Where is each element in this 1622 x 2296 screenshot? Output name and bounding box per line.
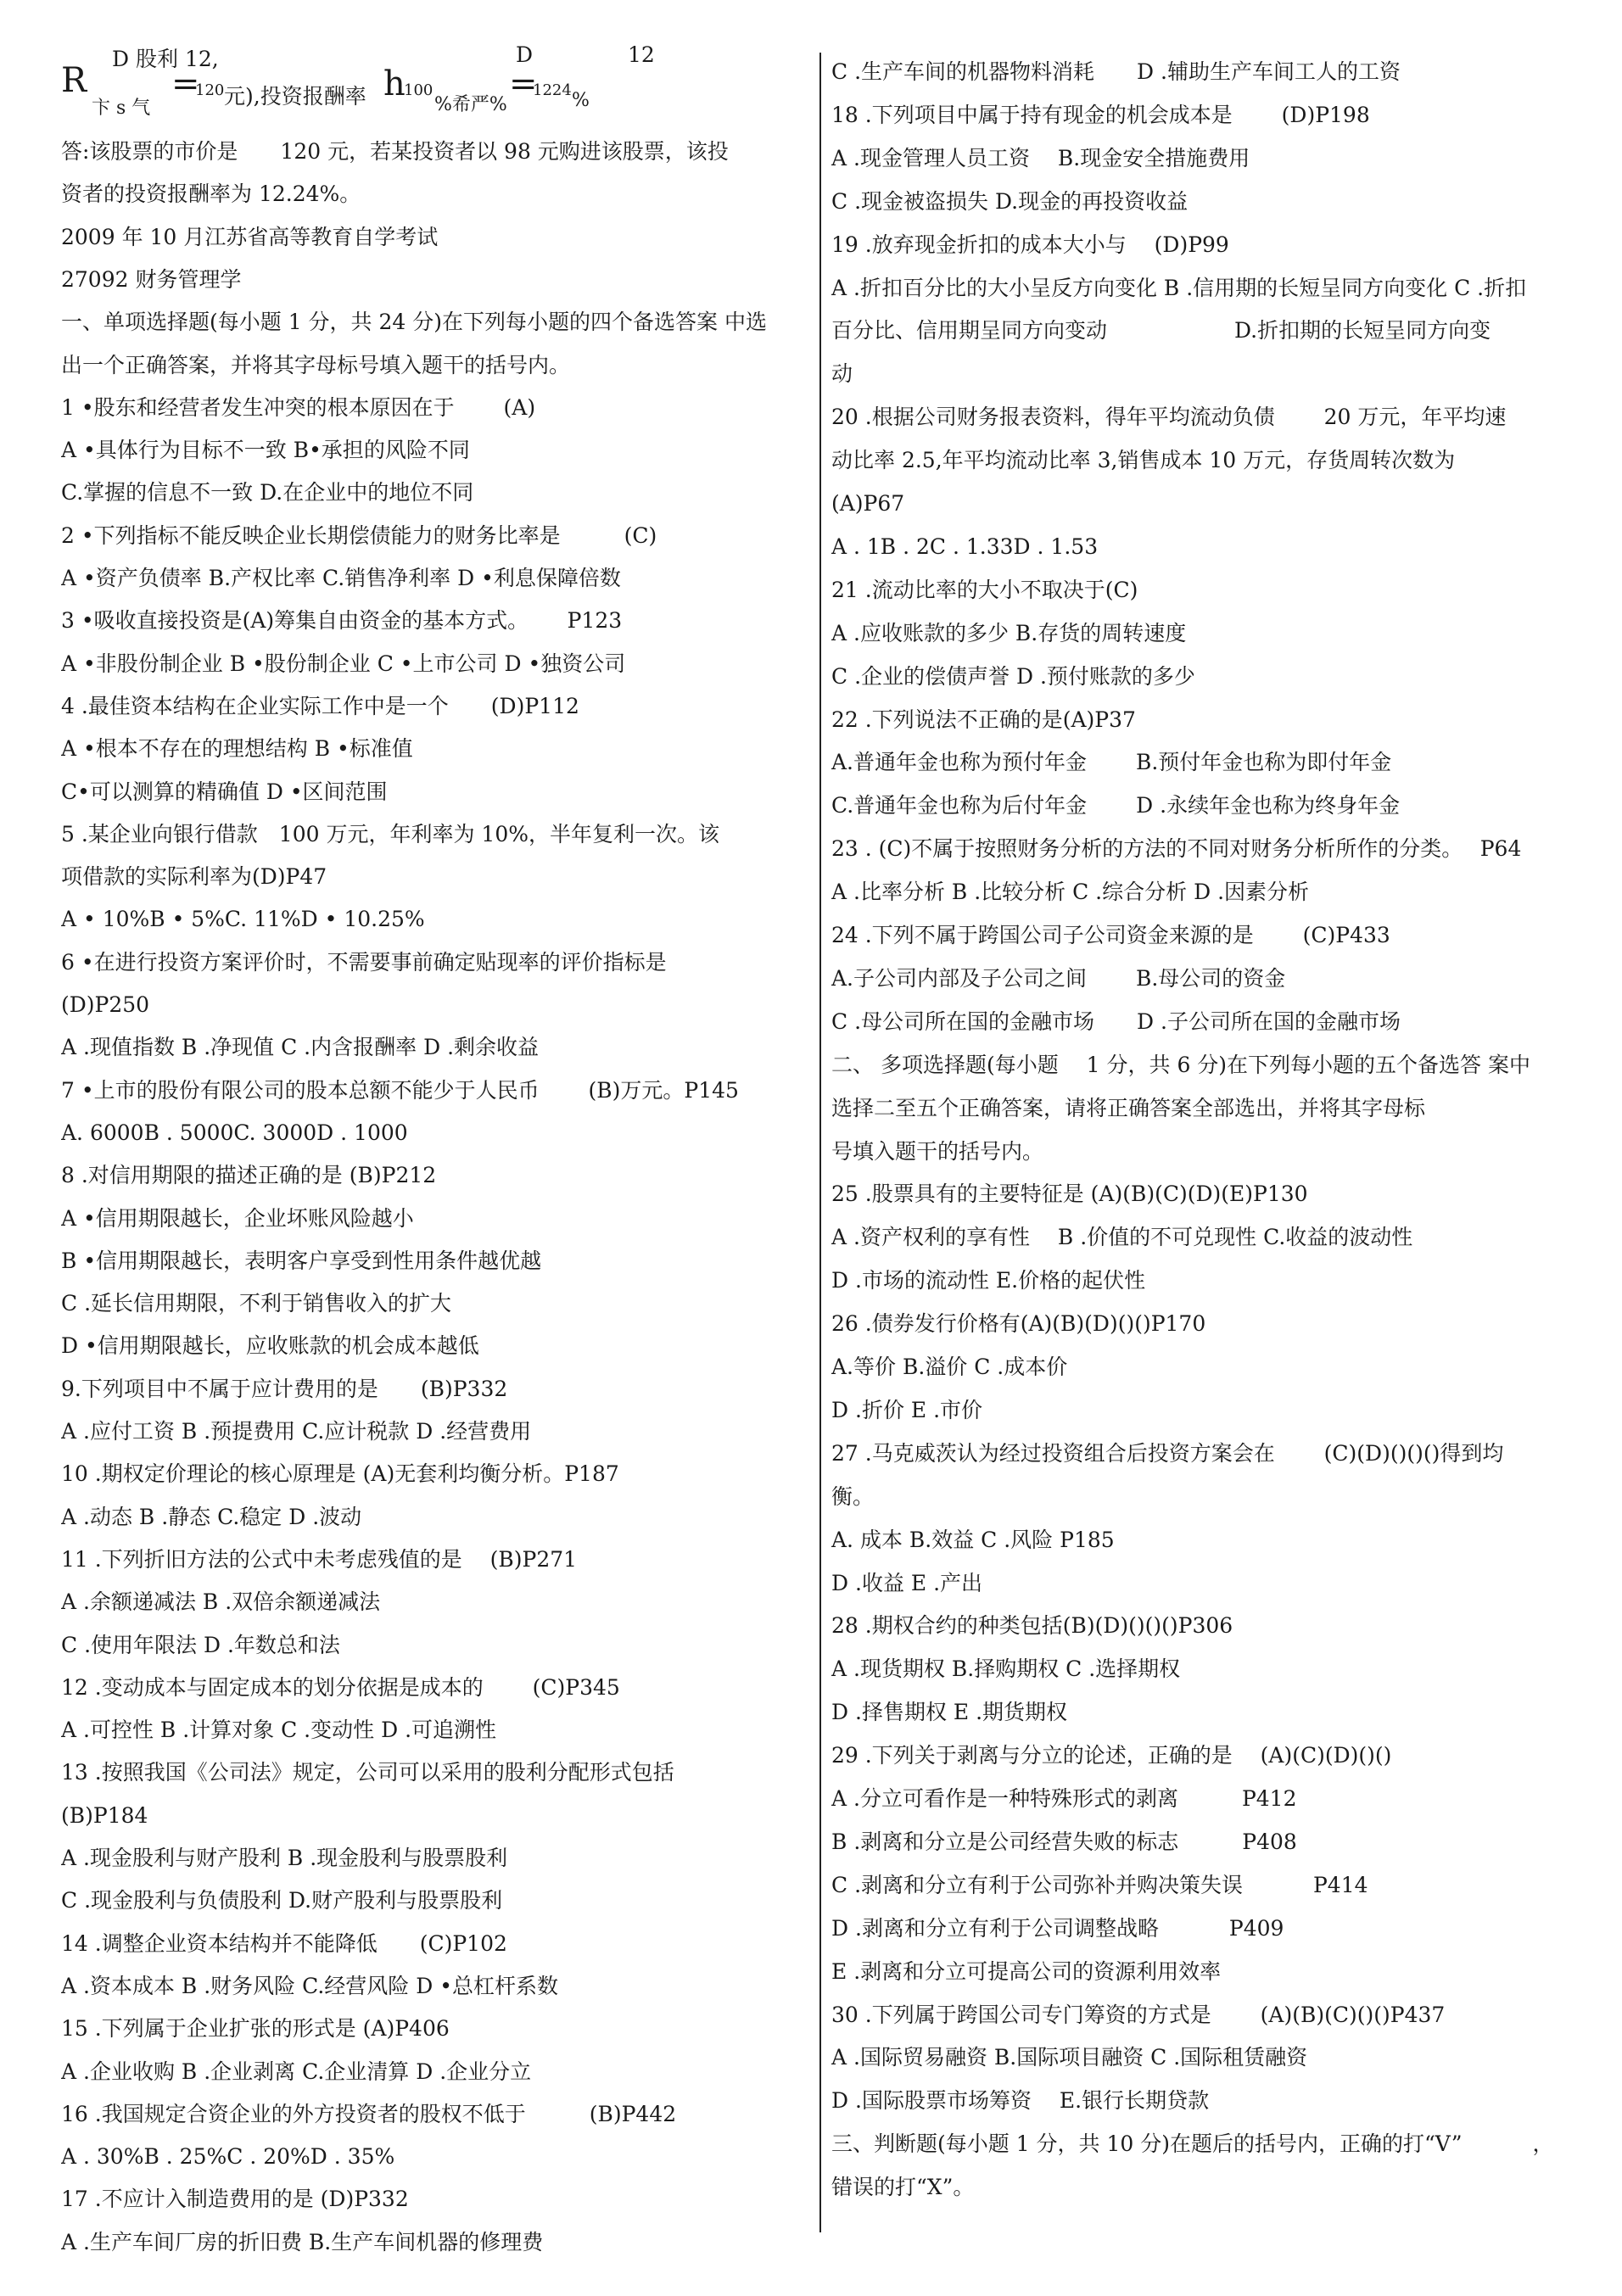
text-line: B .剥离和分立是公司经营失败的标志 P408 [831, 1829, 1297, 1854]
text-line: 错误的打“X”。 [831, 2175, 975, 2200]
text-line: A .比率分析 B .比较分析 C .综合分析 D .因素分析 [831, 880, 1310, 905]
text-line: C .现金被盗损失 D.现金的再投资收益 [831, 188, 1189, 214]
text-line: 资者的投资报酬率为 12.24%。 [61, 182, 361, 207]
text-line: A .现金管理人员工资 B.现金安全措施费用 [831, 145, 1250, 170]
text-line: 30 .下列属于跨国公司专门筹资的方式是 (A)(B)(C)()()P437 [831, 2002, 1446, 2027]
text-line: 答:该股票的市价是 120 元，若某投资者以 98 元购进该股票，该投 [61, 139, 729, 164]
text-line: A .应付工资 B .预提费用 C.应计税款 D .经营费用 [61, 1419, 532, 1444]
text-line: 百分比、信用期呈同方向变动 D.折扣期的长短呈同方向变 [831, 318, 1491, 344]
text-line: C.掌握的信息不一致 D.在企业中的地位不同 [61, 480, 474, 506]
text-line: C .使用年限法 D .年数总和法 [61, 1632, 340, 1657]
formula-eq1: = [171, 64, 200, 103]
formula-R: R [61, 61, 87, 100]
text-line: (A)P67 [831, 491, 905, 516]
text-line: A •资产负债率 B.产权比率 C.销售净利率 D •利息保障倍数 [61, 566, 621, 590]
text-line: A.普通年金也称为预付年金 B.预付年金也称为即付年金 [831, 750, 1392, 775]
text-line: 11 .下列折旧方法的公式中未考虑残值的是 (B)P271 [61, 1546, 578, 1572]
formula-top-12: 12 [628, 42, 655, 67]
text-line: A .资产权利的享有性 B .价值的不可兑现性 C.收益的波动性 [831, 1225, 1413, 1250]
text-line: A .生产车间厂房的折旧费 B.生产车间机器的修理费 [61, 2229, 544, 2254]
text-line: E .剥离和分立可提高公司的资源利用效率 [831, 1958, 1222, 1984]
text-line: 二、 多项选择题(每小题 1 分，共 6 分)在下列每小题的五个备选答 案中 [831, 1052, 1531, 1077]
text-line: A. 成本 B.效益 C .风险 P185 [831, 1527, 1115, 1552]
text-line: 17 .不应计入制造费用的是 (D)P332 [61, 2187, 409, 2212]
text-line: 25 .股票具有的主要特征是 (A)(B)(C)(D)(E)P130 [831, 1182, 1308, 1207]
text-line: A.子公司内部及子公司之间 B.母公司的资金 [831, 965, 1286, 991]
text-line: 项借款的实际利率为(D)P47 [61, 864, 327, 890]
text-line: C .企业的偿债声誉 D .预付账款的多少 [831, 663, 1195, 689]
text-line: A.等价 B.溢价 C .成本价 [831, 1355, 1068, 1379]
text-line: D .折价 E .市价 [831, 1397, 983, 1422]
text-line: 10 .期权定价理论的核心原理是 (A)无套利均衡分析。P187 [61, 1461, 619, 1487]
text-line: 12 .变动成本与固定成本的划分依据是成本的 (C)P345 [61, 1674, 620, 1700]
text-line: 19 .放弃现金折扣的成本大小与 (D)P99 [831, 232, 1229, 257]
column-divider [819, 53, 821, 2232]
text-line: A . 30%B . 25%C . 20%D . 35% [61, 2144, 395, 2170]
text-line: A .现金股利与财产股利 B .现金股利与股票股利 [61, 1846, 508, 1870]
text-line: (B)P184 [61, 1802, 148, 1828]
formula-pct: % [572, 90, 590, 111]
text-line: 13 .按照我国《公司法》规定，公司可以采用的股利分配形式包括 [61, 1760, 674, 1785]
text-line: A .国际贸易融资 B.国际项目融资 C .国际租赁融资 [831, 2045, 1308, 2070]
text-line: 号填入题干的括号内。 [831, 1138, 1044, 1164]
text-line: C.普通年金也称为后付年金 D .永续年金也称为终身年金 [831, 793, 1401, 818]
text-line: 衡。 [831, 1483, 875, 1509]
text-line: 9.下列项目中不属于应计费用的是 (B)P332 [61, 1376, 508, 1401]
text-line: 27 .马克威茨认为经过投资组合后投资方案会在 (C)(D)()()()得到均 [831, 1440, 1504, 1466]
text-line: 18 .下列项目中属于持有现金的机会成本是 (D)P198 [831, 102, 1370, 127]
text-line: D .国际股票市场筹资 E.银行长期贷款 [831, 2088, 1210, 2114]
text-line: 2009 年 10 月江苏省高等教育自学考试 [61, 224, 439, 249]
formula-eq2: = [509, 64, 538, 103]
formula-sub-left: 卞 s 气 [92, 98, 151, 119]
text-line: 3 •吸收直接投资是(A)筹集自由资金的基本方式。 P123 [61, 608, 623, 634]
text-line: 28 .期权合约的种类包括(B)(D)()()()P306 [831, 1613, 1233, 1639]
formula-v120: 120 [195, 81, 225, 99]
text-line: 7 •上市的股份有限公司的股本总额不能少于人民币 (B)万元。P145 [61, 1077, 739, 1103]
formula-h: h [383, 64, 406, 103]
text-line: C .剥离和分立有利于公司弥补并购决策失误 P414 [831, 1872, 1368, 1897]
text-line: A .企业收购 B .企业剥离 C.企业清算 D .企业分立 [61, 2059, 532, 2084]
text-line: 24 .下列不属于跨国公司子公司资金来源的是 (C)P433 [831, 923, 1390, 947]
text-line: 16 .我国规定合资企业的外方投资者的股权不低于 (B)P442 [61, 2101, 677, 2126]
text-line: 选择二至五个正确答案，请将正确答案全部选出，并将其字母标 [831, 1095, 1426, 1120]
text-line: C•可以测算的精确值 D •区间范围 [61, 779, 388, 804]
text-line: A .应收账款的多少 B.存货的周转速度 [831, 620, 1187, 645]
text-line: 出一个正确答案，并将其字母标号填入题干的括号内。 [61, 352, 571, 377]
text-line: D •信用期限越长，应收账款的机会成本越低 [61, 1333, 479, 1359]
text-line: A •信用期限越长，企业坏账风险越小 [61, 1205, 414, 1231]
formula-sub-mid: %希严% [434, 94, 507, 115]
text-line: A .分立可看作是一种特殊形式的剥离 P412 [831, 1786, 1297, 1811]
text-line: 29 .下列关于剥离与分立的论述，正确的是 (A)(C)(D)()() [831, 1743, 1392, 1768]
text-line: A •非股份制企业 B •股份制企业 C •上市公司 D •独资公司 [61, 651, 626, 676]
formula-v1224: 1224 [533, 81, 572, 99]
text-line: C .现金股利与负债股利 D.财产股利与股票股利 [61, 1888, 503, 1913]
text-line: A .可控性 B .计算对象 C .变动性 D .可追溯性 [61, 1718, 497, 1743]
text-line: 15 .下列属于企业扩张的形式是 (A)P406 [61, 2016, 450, 2042]
text-line: 6 •在进行投资方案评价时，不需要事前确定贴现率的评价指标是 [61, 949, 667, 975]
return-rate-formula [61, 42, 808, 127]
text-line: D .市场的流动性 E.价格的起伏性 [831, 1268, 1146, 1293]
text-line: A .现货期权 B.择购期权 C .选择期权 [831, 1656, 1181, 1682]
text-line: 动比率 2.5,年平均流动比率 3,销售成本 10 万元，存货周转次数为 [831, 448, 1456, 473]
text-line: 14 .调整企业资本结构并不能降低 (C)P102 [61, 1930, 507, 1956]
text-line: (D)P250 [61, 992, 150, 1017]
text-line: 动 [831, 361, 853, 387]
text-line: 21 .流动比率的大小不取决于(C) [831, 577, 1138, 602]
text-line: A .余额递减法 B .双倍余额递减法 [61, 1589, 381, 1615]
text-line: B •信用期限越长，表明客户享受到性用条件越优越 [61, 1248, 542, 1273]
formula-sub100: 100 [404, 81, 433, 99]
text-line: D .收益 E .产出 [831, 1570, 983, 1595]
text-line: A .折扣百分比的大小呈反方向变化 B .信用期的长短呈同方向变化 C .折扣 [831, 275, 1527, 300]
text-line: A • 10%B • 5%C. 11%D • 10.25% [61, 907, 425, 932]
text-line: 22 .下列说法不正确的是(A)P37 [831, 707, 1136, 732]
text-line: 三、判断题(每小题 1 分，共 10 分)在题后的括号内，正确的打“V” ， [831, 2131, 1554, 2157]
text-line: 4 .最佳资本结构在企业实际工作中是一个 (D)P112 [61, 693, 579, 718]
text-line: C .延长信用期限，不利于销售收入的扩大 [61, 1291, 452, 1316]
text-line: A .资本成本 B .财务风险 C.经营风险 D •总杠杆系数 [61, 1973, 558, 1998]
formula-top-D: D [516, 42, 534, 67]
formula-tail1: 元),投资报酬率 [224, 84, 366, 109]
text-line: C .生产车间的机器物料消耗 D .辅助生产车间工人的工资 [831, 59, 1401, 84]
text-line: A •根本不存在的理想结构 B •标准值 [61, 736, 413, 762]
text-line: A •具体行为目标不一致 B•承担的风险不同 [61, 438, 470, 463]
text-line: 27092 财务管理学 [61, 266, 242, 292]
text-line: A .动态 B .静态 C.稳定 D .波动 [61, 1504, 362, 1529]
text-line: D .剥离和分立有利于公司调整战略 P409 [831, 1915, 1284, 1941]
text-line: D .择售期权 E .期货期权 [831, 1700, 1068, 1725]
text-line: 20 .根据公司财务报表资料，得年平均流动负债 20 万元，年平均速 [831, 405, 1507, 430]
text-line: 2 •下列指标不能反映企业长期偿债能力的财务比率是 (C) [61, 522, 657, 548]
text-line: 8 .对信用期限的描述正确的是 (B)P212 [61, 1163, 437, 1188]
text-line: C .母公司所在国的金融市场 D .子公司所在国的金融市场 [831, 1008, 1401, 1034]
text-line: 26 .债券发行价格有(A)(B)(D)()()P170 [831, 1311, 1206, 1337]
text-line: A .现值指数 B .净现值 C .内含报酬率 D .剩余收益 [61, 1035, 540, 1060]
text-line: A. 6000B . 5000C. 3000D . 1000 [61, 1120, 408, 1145]
text-line: A . 1B . 2C . 1.33D . 1.53 [831, 533, 1099, 559]
formula-top-left: D 股利 12, [112, 47, 219, 71]
text-line: 1 •股东和经营者发生冲突的根本原因在于 (A) [61, 394, 536, 420]
text-line: 一、单项选择题(每小题 1 分，共 24 分)在下列每小题的四个备选答案 中选 [61, 310, 767, 335]
text-line: 23 . (C)不属于按照财务分析的方法的不同对财务分析所作的分类。 P64 [831, 836, 1522, 862]
text-line: 5 .某企业向银行借款 100 万元，年利率为 10%，半年复利一次。该 [61, 821, 719, 846]
